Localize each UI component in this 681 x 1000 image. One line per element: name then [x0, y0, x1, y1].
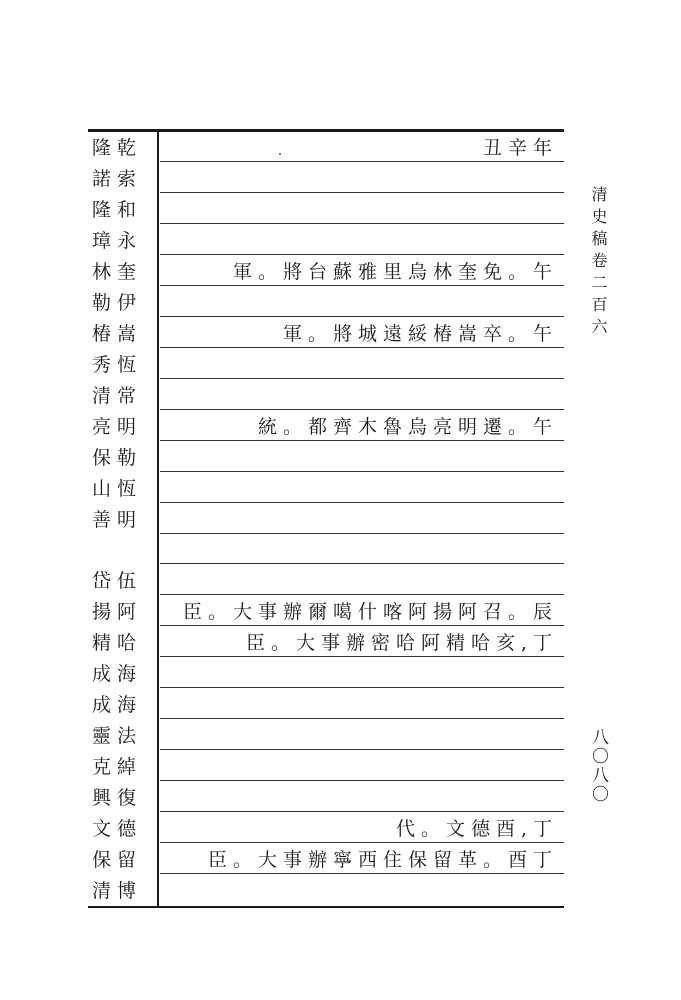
row-name: 清常 — [92, 384, 143, 407]
row-rule — [160, 873, 564, 874]
row-name: 璋永 — [92, 229, 143, 252]
row-rule — [160, 780, 564, 781]
table-row — [88, 658, 564, 688]
row-name: 山恆 — [92, 477, 143, 500]
row-name: 保勒 — [92, 446, 143, 469]
table-row — [88, 534, 564, 564]
table-row — [88, 627, 564, 657]
row-name: 興復 — [92, 787, 143, 810]
stray-ink-dot — [279, 153, 281, 155]
row-content: 軍。將城遠綏椿嵩卒。午 — [282, 322, 558, 345]
table-row — [88, 596, 564, 626]
row-content: 統。都齊木魯烏亮明遷。午 — [257, 415, 558, 438]
row-rule — [160, 471, 564, 472]
table-row — [88, 411, 564, 441]
table-row — [88, 720, 564, 750]
side-title: 清史稿卷二百六 — [589, 186, 608, 340]
row-name — [92, 537, 154, 563]
row-name: 成海 — [92, 694, 143, 717]
row-name: 椿嵩 — [92, 322, 143, 345]
table-row — [88, 380, 564, 410]
table-row — [88, 813, 564, 843]
row-content: 丑辛年 — [482, 137, 558, 159]
row-rule — [160, 316, 564, 317]
row-name: 秀恆 — [92, 353, 143, 376]
table-row — [88, 504, 564, 534]
row-name: 岱伍 — [92, 570, 143, 593]
row-content: 臣。大事辦爾噶什喀阿揚阿召。辰 — [182, 601, 558, 624]
table-row — [88, 225, 564, 255]
row-rule — [160, 625, 564, 626]
row-rule — [160, 378, 564, 379]
table-row — [88, 287, 564, 317]
row-name: 勒伊 — [92, 291, 143, 314]
row-content: 臣。大事辦密哈阿精哈亥,丁 — [245, 632, 558, 655]
row-name: 文德 — [92, 818, 143, 841]
table-row — [88, 565, 564, 595]
row-rule — [160, 161, 564, 162]
row-name: 隆乾 — [92, 137, 143, 159]
row-rule — [160, 656, 564, 657]
row-name: 諾索 — [92, 167, 143, 190]
table-row — [88, 689, 564, 719]
row-name: 靈法 — [92, 725, 143, 748]
row-name: 隆和 — [92, 198, 143, 221]
table-row — [88, 349, 564, 379]
table-row — [88, 473, 564, 503]
table-row — [88, 256, 564, 286]
table-row — [88, 751, 564, 781]
bottom-rule — [88, 906, 564, 908]
row-name: 克綽 — [92, 756, 143, 779]
row-name: 清博 — [92, 880, 143, 903]
row-rule — [160, 254, 564, 255]
row-rule — [160, 347, 564, 348]
table-row — [88, 844, 564, 874]
row-rule — [160, 687, 564, 688]
row-rule — [160, 409, 564, 410]
table-row — [88, 163, 564, 193]
table-row — [88, 875, 564, 905]
row-rule — [160, 594, 564, 595]
row-name: 林奎 — [92, 260, 143, 283]
row-rule — [160, 440, 564, 441]
row-name: 揚阿 — [92, 601, 143, 624]
table-row — [88, 442, 564, 472]
row-rule — [160, 533, 564, 534]
row-rule — [160, 285, 564, 286]
row-rule — [160, 502, 564, 503]
row-rule — [160, 811, 564, 812]
row-content: 軍。將台蘇雅里烏林奎免。午 — [232, 260, 558, 283]
row-rule — [160, 718, 564, 719]
row-name: 善明 — [92, 508, 143, 531]
table-row — [88, 132, 564, 162]
page-number: 八〇八〇 — [588, 728, 608, 804]
row-rule — [160, 192, 564, 193]
table-row — [88, 194, 564, 224]
row-name: 精哈 — [92, 632, 143, 655]
row-rule — [160, 749, 564, 750]
row-name: 亮明 — [92, 415, 143, 438]
row-rule — [160, 223, 564, 224]
row-name: 保留 — [92, 849, 143, 872]
table-row — [88, 318, 564, 348]
row-name: 成海 — [92, 663, 143, 686]
row-rule — [160, 842, 564, 843]
table-row — [88, 782, 564, 812]
row-content: 代。文德酉,丁 — [395, 818, 558, 841]
row-rule — [160, 563, 564, 564]
row-content: 臣。大事辦寧西住保留革。酉丁 — [207, 849, 558, 872]
